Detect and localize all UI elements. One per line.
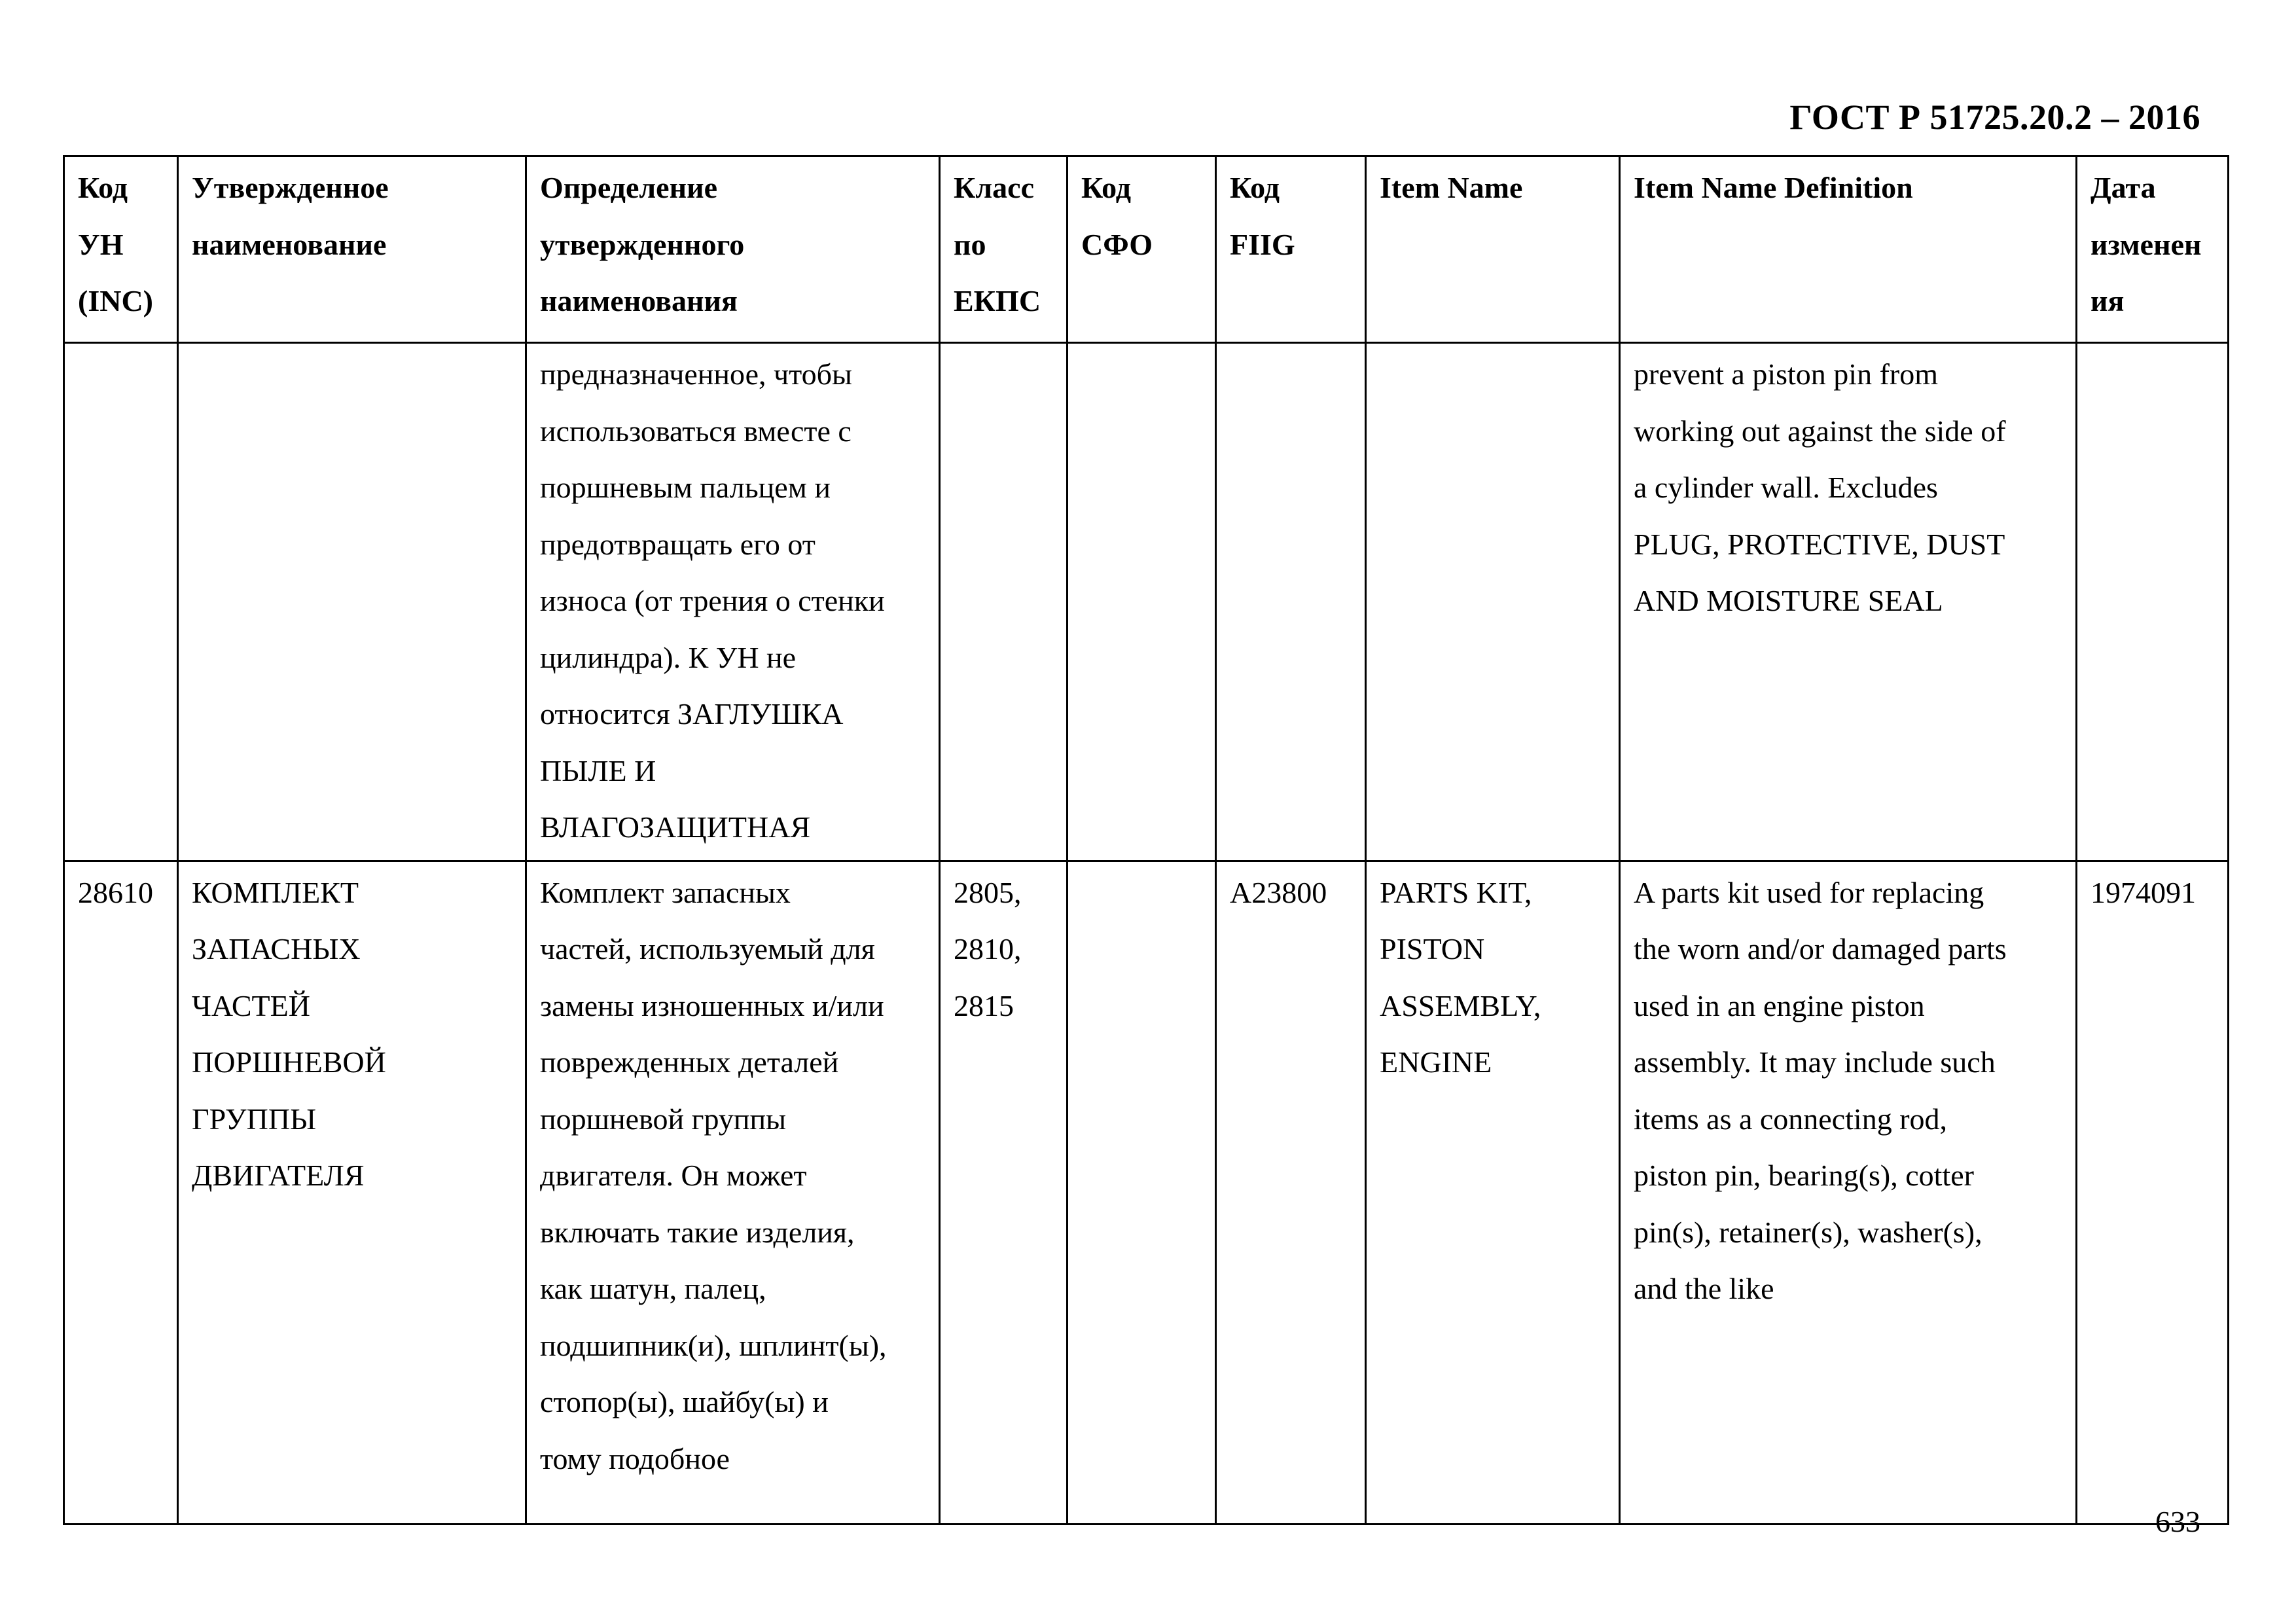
header-class: Класс по ЕКПС bbox=[940, 156, 1067, 343]
cell-fiig bbox=[1216, 343, 1366, 861]
page-number: 633 bbox=[2155, 1505, 2200, 1538]
header-item-name: Item Name bbox=[1366, 156, 1620, 343]
header-fiig: Код FIIG bbox=[1216, 156, 1366, 343]
cell-date-changed bbox=[2077, 343, 2229, 861]
cell-item-name-definition: A parts kit used for replacing the worn and/or damaged parts used in an engine piston assembly. It may include such items as a connecting rod, piston pin, bearing(s), cotter pin(s), retainer(s), washer(s), and the like bbox=[1620, 861, 2077, 1524]
cell-approved-name bbox=[178, 343, 526, 861]
header-approved-name: Утвержденное наименование bbox=[178, 156, 526, 343]
item-name-table bbox=[63, 155, 2229, 1525]
cell-definition-ru: предназначенное, чтобы использоваться вместе с поршневым пальцем и предотвращать его от износа (от трения о стенки цилиндра). К УН не относится ЗАГЛУШКА ПЫЛЕ И ВЛАГОЗАЩИТНАЯ bbox=[526, 343, 940, 861]
header-date-changed: Дата изменен ия bbox=[2077, 156, 2229, 343]
header-inc: Код УН (INC) bbox=[64, 156, 178, 343]
header-item-name-definition: Item Name Definition bbox=[1620, 156, 2077, 343]
table-header-row bbox=[64, 156, 2229, 343]
header-definition-ru: Определение утвержденного наименования bbox=[526, 156, 940, 343]
cell-class bbox=[940, 343, 1067, 861]
table-row bbox=[64, 343, 2229, 861]
header-sfo: Код СФО bbox=[1067, 156, 1216, 343]
cell-inc bbox=[64, 343, 178, 861]
cell-sfo bbox=[1067, 343, 1216, 861]
cell-inc: 28610 bbox=[64, 861, 178, 1524]
cell-definition-ru: Комплект запасных частей, используемый для замены изношенных и/или поврежденных деталей поршневой группы двигателя. Он может включать такие изделия, как шатун, палец, подшипник(и), шплинт(ы), стопор(ы), шайбу(ы) и тому подобное bbox=[526, 861, 940, 1524]
cell-item-name bbox=[1366, 343, 1620, 861]
cell-sfo bbox=[1067, 861, 1216, 1524]
cell-class: 2805, 2810, 2815 bbox=[940, 861, 1067, 1524]
cell-date-changed: 1974091 bbox=[2077, 861, 2229, 1524]
cell-approved-name: КОМПЛЕКТ ЗАПАСНЫХ ЧАСТЕЙ ПОРШНЕВОЙ ГРУППЫ ДВИГАТЕЛЯ bbox=[178, 861, 526, 1524]
table-row bbox=[64, 861, 2229, 1524]
cell-item-name-definition: prevent a piston pin from working out against the side of a cylinder wall. Excludes PLUG, PROTECTIVE, DUST AND MOISTURE SEAL bbox=[1620, 343, 2077, 861]
document-header: ГОСТ Р 51725.20.2 – 2016 bbox=[1789, 98, 2200, 137]
cell-item-name: PARTS KIT, PISTON ASSEMBLY, ENGINE bbox=[1366, 861, 1620, 1524]
cell-fiig: A23800 bbox=[1216, 861, 1366, 1524]
